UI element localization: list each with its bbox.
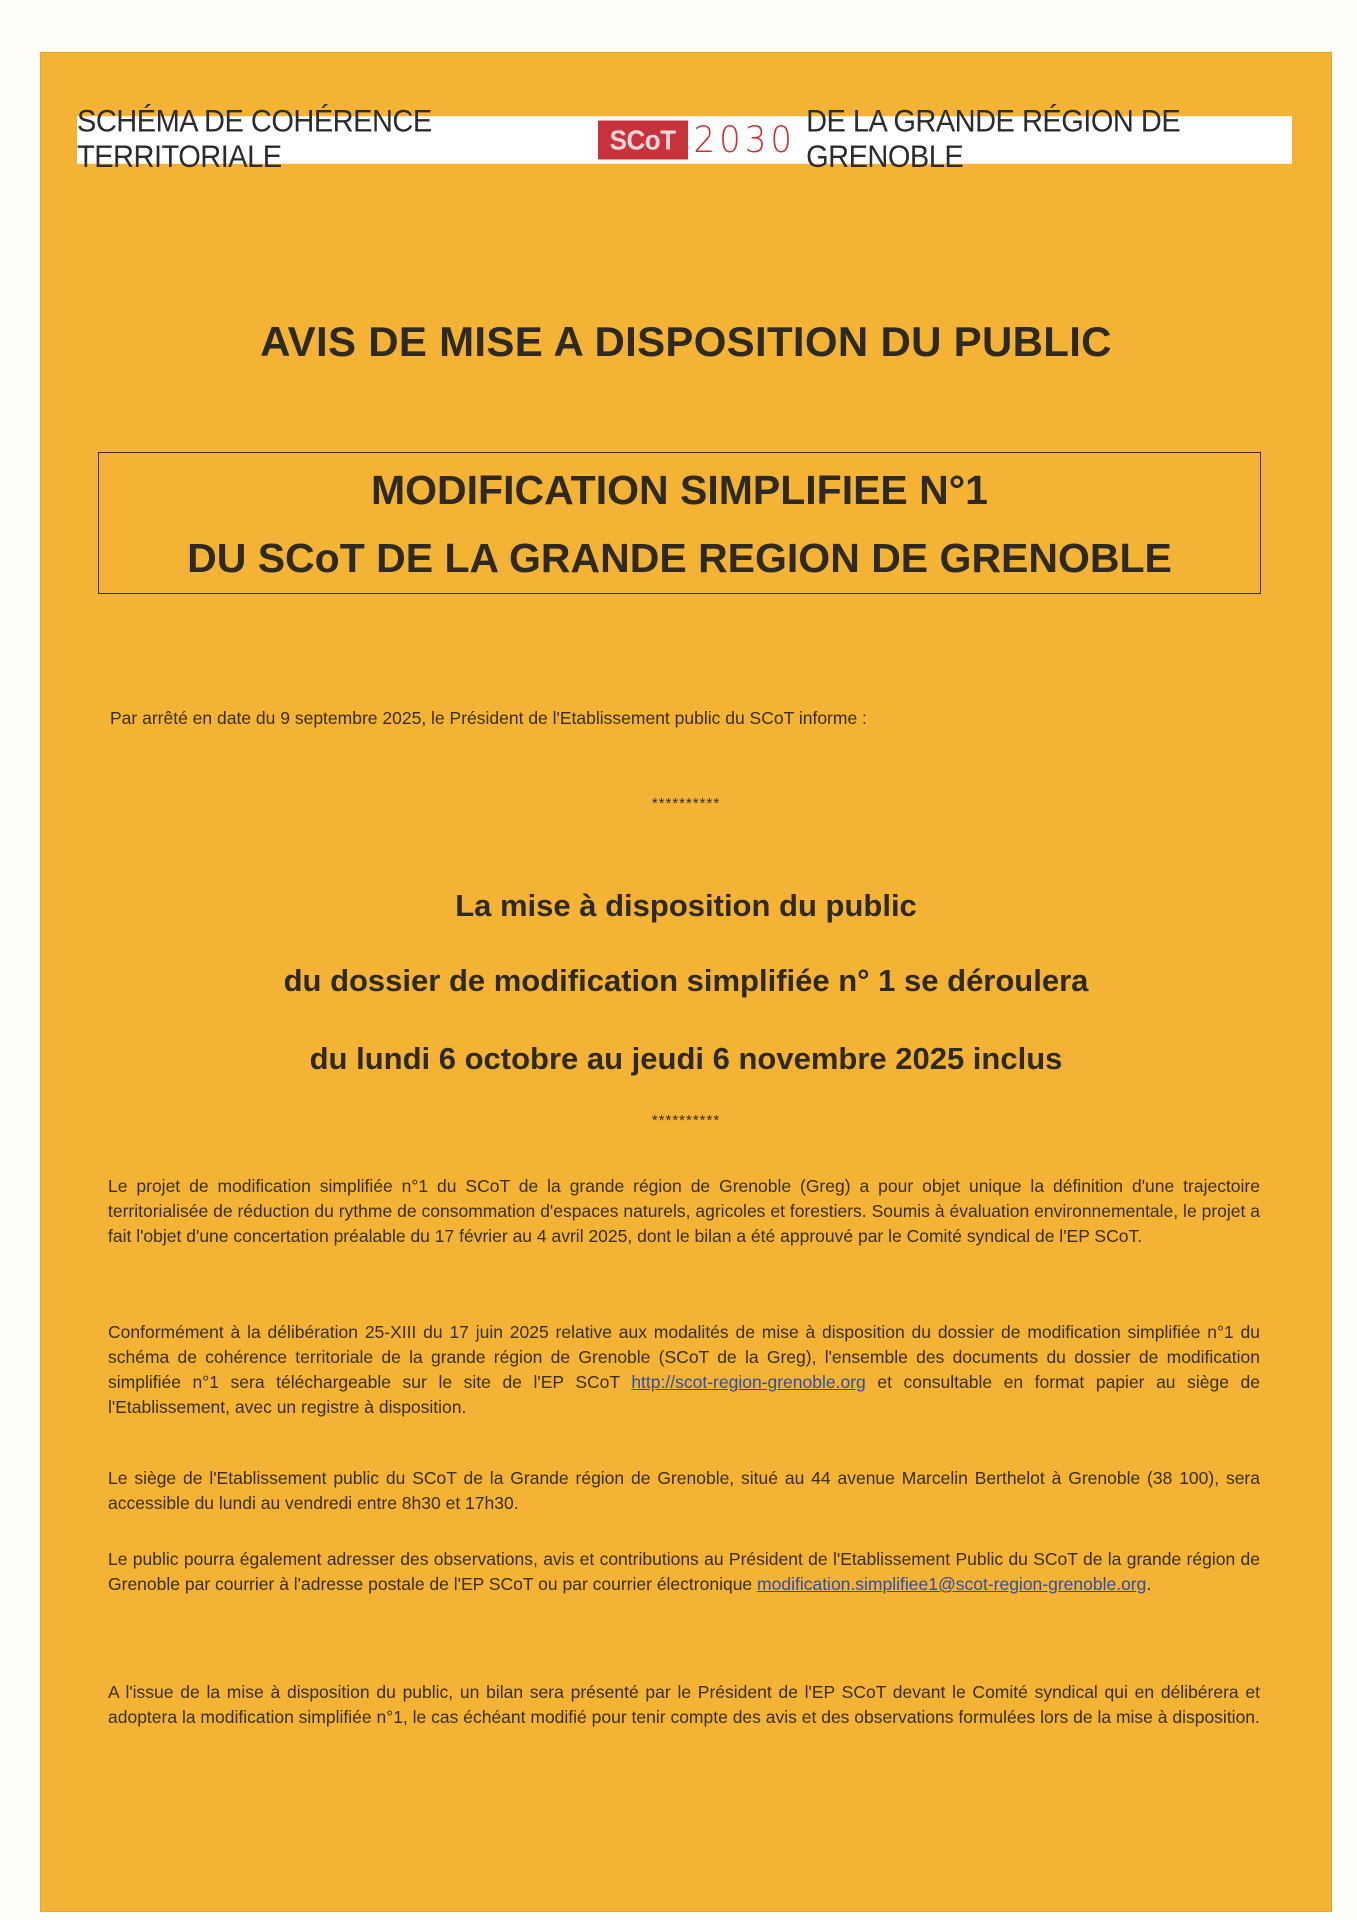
banner-left-text: SCHÉMA DE COHÉRENCE TERRITORIALE — [77, 104, 432, 175]
paragraph-deliberation-text: Conformément à la délibération 25-XIII du 17 juin 2025 relative aux modalités de mise à disposition du dossier de modification simplifiée n°1 du schéma de cohérence territoriale de la grande région de Grenoble (SCoT de la Greg), l'ensemble des documents du dossier de modification simplifiée n°1 sera téléchargeable sur le site de l'EP SCoT — [108, 1322, 1260, 1392]
separator-bottom: ********** — [651, 1112, 721, 1129]
paragraph-observations-tail: . — [1146, 1574, 1152, 1594]
separator-top: ********** — [651, 795, 721, 812]
email-link[interactable]: modification.simplifiee1@scot-region-grenoble.org — [757, 1574, 1147, 1594]
banner-right-text: DE LA GRANDE RÉGION DE GRENOBLE — [806, 104, 1181, 175]
paragraph-outcome: A l'issue de la mise à disposition du public, un bilan sera présenté par le Président de l'EP SCoT devant le Comité syndical qui en délibérera et adoptera la modification simplifiée n°1, le cas échéant modifié pour tenir compte des avis et des observations formulées lors de la mise à disposition. — [108, 1682, 1260, 1727]
scot-banner — [77, 104, 1292, 175]
headline-line3: du lundi 6 octobre au jeudi 6 novembre 2025 inclus — [309, 1041, 1063, 1076]
paragraph-project: Le projet de modification simplifiée n°1 du SCoT de la grande région de Grenoble (Greg) a pour objet unique la définition d'une trajectoire territorialisée de réduction du rythme de consommation d'espaces naturels, agricoles et forestiers. Soumis à évaluation environnementale, le projet a fait l'objet d'une concertation préalable du 17 février au 4 avril 2025, dont le bilan a été approuvé par le Comité syndical de l'EP SCoT. — [108, 1176, 1260, 1246]
boxed-title — [98, 452, 1261, 594]
website-link[interactable]: http://scot-region-grenoble.org — [631, 1372, 866, 1392]
logo-year: 2030 — [693, 118, 797, 162]
paragraph-deliberation — [108, 1320, 1260, 1420]
notice-title: AVIS DE MISE A DISPOSITION DU PUBLIC — [260, 318, 1112, 365]
intro-text: Par arrêté en date du 9 septembre 2025, le Président de l'Etablissement public du SCoT informe : — [110, 708, 867, 728]
boxed-title-line1: MODIFICATION SIMPLIFIEE N°1 — [371, 467, 988, 513]
logo-scot-text: SCoT — [598, 121, 688, 160]
headline-line1: La mise à disposition du public — [455, 888, 917, 923]
scot-logo — [598, 118, 796, 161]
boxed-title-line2: DU SCoT DE LA GRANDE REGION DE GRENOBLE — [187, 535, 1172, 581]
paragraph-deliberation-tail: et consultable en format papier au siège de l'Etablissement, avec un registre à disposition. — [108, 1372, 1260, 1417]
headline-line2: du dossier de modification simplifiée n° 1 se déroulera — [283, 963, 1089, 998]
paragraph-observations-text: Le public pourra également adresser des observations, avis et contributions au Président de l'Etablissement Public du SCoT de la grande région de Grenoble par courrier à l'adresse postale de l'EP SCoT ou par courrier électronique — [108, 1549, 1260, 1594]
paragraph-address: Le siège de l'Etablissement public du SCoT de la Grande région de Grenoble, situé au 44 avenue Marcelin Berthelot à Grenoble (38 100), sera accessible du lundi au vendredi entre 8h30 et 17h30. — [108, 1468, 1260, 1513]
paragraph-observations — [108, 1547, 1260, 1597]
